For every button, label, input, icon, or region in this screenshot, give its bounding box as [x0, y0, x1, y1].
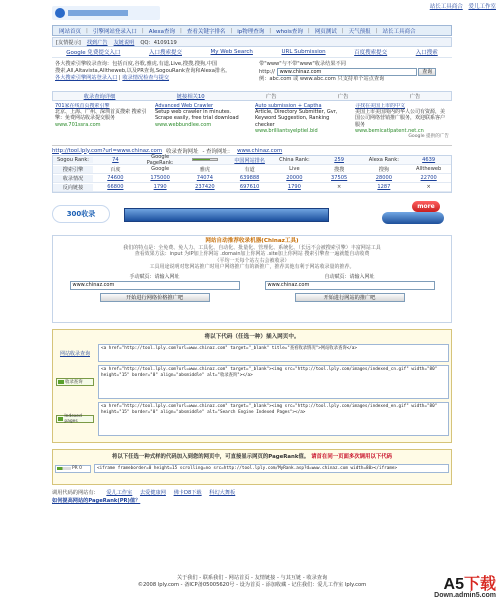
indexed-soso[interactable]: 37505 [331, 175, 348, 181]
ad-item[interactable] [52, 103, 152, 143]
ad-item[interactable] [152, 103, 252, 143]
alexa-rank-value[interactable]: 4639 [422, 157, 436, 163]
search-hint: 带"www"与不带"www"收录结果不同 [259, 61, 346, 67]
nav-page-test[interactable]: 网页测试 [314, 28, 337, 35]
nav-engine-entry[interactable]: 引擎网站登录入口 [92, 28, 137, 35]
code-style-link[interactable]: 网站收录查询 [59, 350, 90, 357]
backlinks-row [53, 183, 451, 192]
engine-sogou-icon: 搜狗 [378, 166, 389, 173]
backlinks-youdao[interactable]: 697610 [239, 184, 260, 190]
engine-google-icon: Google [151, 166, 170, 172]
sogou-rank-label: Sogou Rank: [53, 157, 93, 163]
indexed-sogou[interactable]: 28000 [375, 175, 392, 181]
watermark-logo [434, 571, 496, 594]
engine-link-baidu[interactable]: 百度搜索提交 [354, 50, 388, 56]
pagerank-bar [183, 157, 228, 163]
ad-body: Setup web crawler in minutes. Scrape easily, free trial download [155, 109, 239, 122]
tab-ad-3[interactable]: 广告 [409, 94, 421, 100]
sogou-rank-value[interactable]: 74 [112, 157, 119, 163]
url-prefix: http:// [259, 69, 275, 75]
indexed-youdao[interactable]: 639888 [239, 175, 260, 181]
auto-label: 自动赋页：请输入网址 [324, 273, 375, 280]
backlinks-google[interactable]: 1790 [153, 184, 167, 190]
row-label-engines: 搜索引擎 [53, 166, 93, 173]
backlinks-alltheweb: × [426, 184, 431, 190]
manual-label: 手动赋页：请输入网址 [129, 273, 180, 280]
embed-code-title: 将以下代码（任选一种）插入网页中。 [204, 334, 300, 340]
tool-desc-2: 查看效果方法：input 为IP加上你网站 .domain加上你网站 .site加上你网站 搜索引擎查一遍就能自动收费 [134, 251, 370, 257]
a5-watermark [434, 571, 496, 599]
result-url-link[interactable]: http://tool.lply.com?url=www.chinaz.com [52, 147, 163, 154]
top-link-1[interactable]: 站长工具商合 [429, 4, 463, 10]
promo-banner[interactable] [52, 197, 452, 231]
info-qq: QQ：4109119 [140, 39, 177, 46]
code-textarea-1[interactable]: <a href="http://tool.lply.com?url=www.chinaz.com" target="_blank" title="查看收录情况">网站收录查询</a> [98, 344, 449, 362]
backlinks-sogou[interactable]: 1287 [377, 184, 391, 190]
result-tabs [52, 91, 452, 101]
nav-tools[interactable]: 站长工具商合 [382, 28, 416, 35]
ad-title[interactable]: Auto submission + Captha [255, 103, 322, 109]
calls-label: 调用代码的网站有： [52, 490, 99, 496]
engine-links [52, 47, 452, 58]
engine-link-google[interactable]: Google 免费提交入口 [66, 50, 121, 56]
search-desc-line1: 各大搜索引擎收录查询：包括百度,谷歌,雅虎,有道,Live,搜搜,搜狗,中国 [55, 61, 218, 67]
info-ads[interactable]: 找到广告 [86, 39, 108, 46]
pagerank-badge-text: PR 0 [72, 466, 82, 471]
engine-baidu-icon: 百度 [110, 166, 121, 173]
indexed-live[interactable]: 20000 [286, 175, 303, 181]
engine-link-url-submission[interactable]: URL Submission [281, 49, 326, 55]
watermark-red: 下载 [463, 576, 496, 593]
url-line [52, 146, 452, 155]
info-links[interactable]: 友链说明 [113, 39, 135, 46]
ad-url[interactable]: www.bemicatlpatent.net.cn [355, 127, 424, 134]
ad-title[interactable]: 寻找在美国上市的中文 [355, 103, 406, 109]
footer-links[interactable]: 关于我们 - 联系我们 - 网站首页 - 友情链接 - 与其互链 - 收录查询 [176, 575, 328, 581]
search-description: 各大搜索引擎收录查询：包括百度,谷歌,雅虎,有道,Live,搜搜,搜狗,中国 搜索,All,Altavista,Alltheweb,以及PR查询,SogouRank查询和Alexa排名。 各大搜索引擎网站登录入口 | 收录情况检查与提交 [55, 61, 255, 88]
backlinks-baidu[interactable]: 66800 [107, 184, 124, 190]
url-line-sep2: - 查询网址： [202, 148, 234, 155]
engine-youdao-icon: 有道 [244, 166, 255, 173]
queried-domain[interactable]: www.chinaz.com [237, 147, 283, 154]
ad-url[interactable]: www.brilliantsyelptiel.bid [255, 127, 318, 134]
info-tip: [友情提示] [56, 39, 81, 46]
backlinks-soso: × [336, 184, 342, 190]
main-content [52, 37, 452, 505]
nav-keyword-rank[interactable]: 查看关键字排名 [186, 28, 226, 35]
nav-whois[interactable]: whois查询 [276, 28, 303, 35]
banner-bar[interactable] [124, 208, 329, 222]
ad-title[interactable]: Advanced Web Crawler [155, 103, 213, 109]
alexa-rank-label: Alexa Rank: [368, 157, 399, 163]
banner-button[interactable] [382, 212, 444, 224]
tool-title: 网站自动推荐收录机器(Chinaz工具) [205, 238, 299, 244]
indexed-row [53, 174, 451, 183]
main-nav: 网站首页 | 引擎网站登录入口 | Alexa查询 | 查看关键字排名 | ip物理查询 | whois查询 | 网页测试 | 天气预报 | 站长工具商合 [52, 25, 452, 36]
manual-url-input[interactable]: www.chinaz.com [70, 281, 240, 290]
indexed-baidu[interactable]: 74600 [107, 175, 124, 181]
search-area [52, 58, 452, 91]
ad-body: Article, Directory Submitter, Gvr, Keyword Suggestion, Ranking checker [255, 109, 338, 128]
search-form [259, 61, 449, 88]
nav-alexa[interactable]: Alexa查询 [148, 28, 175, 35]
pagerank-title-warning: 请首在同一页面多次调用以下代码 [311, 454, 393, 460]
nav-ip[interactable]: ip物理查询 [237, 28, 265, 35]
calls-site-1[interactable]: 爱儿工作室 [106, 490, 133, 496]
pagerank-label: Google PageRank: [146, 154, 174, 166]
sites-using-code [52, 489, 452, 505]
backlinks-live[interactable]: 1790 [287, 184, 301, 190]
indexed-google[interactable]: 175000 [150, 175, 170, 181]
footer [52, 575, 452, 589]
pagerank-code-box [52, 449, 452, 485]
ad-item[interactable] [352, 103, 452, 143]
row-label-indexed: 收录情况 [53, 175, 93, 182]
watermark-main: A5 [443, 576, 464, 593]
manual-promote-button[interactable]: 开始进行网络价格推广吧 [100, 293, 210, 302]
code-textarea-3[interactable]: <a href="http://tool.lply.com?url=www.chinaz.com" target="_blank"><img src="http://tool.lply.com/images/indexed_en.gif" width="80" height="15" border="0" align="absmiddle" alt="Search Engine Indexed Pages"></a> [98, 402, 449, 436]
nav-home[interactable]: 网站首页 [59, 28, 82, 35]
engine-link-mywebsearch[interactable]: My Web Search [210, 49, 253, 55]
pagerank-badge [55, 465, 91, 473]
ad-provider[interactable]: Google 提供的广告 [408, 134, 449, 140]
row-label-backlinks: 反向链接 [53, 184, 93, 191]
engine-soso-icon: 搜搜 [334, 166, 345, 173]
ad-url[interactable]: www.webbundlee.com [155, 121, 212, 128]
search-desc-line2: 搜索,All,Altavista,Alltheweb,以及PR查询,SogouRank查询和Alexa排名。 [55, 68, 231, 74]
info-bar [52, 37, 452, 47]
tab-related-links[interactable]: 链接相关10 [176, 94, 205, 100]
engine-link-entry-search[interactable]: 入口搜索 [415, 50, 438, 56]
china-site-rank-link[interactable]: 中国网站排名 [234, 157, 265, 164]
indexed-alltheweb[interactable]: 22700 [420, 175, 437, 181]
calls-site-2[interactable]: 去爱健康网 [139, 490, 166, 496]
code-textarea-2[interactable]: <a href="http://tool.lply.com?url=www.chinaz.com" target="_blank"><img src="http://tool.lply.com/images/indexed_cn.gif" width="80" height="15" border="0" align="absmiddle" alt="收录查询"></a> [98, 365, 449, 399]
query-button[interactable]: 查询 [418, 68, 436, 76]
pagerank-title-text: 将以下任选一种式样的代码加入到您的网页中，可直接显示网页的PageRank值。 [111, 454, 310, 460]
domain-input[interactable]: www.chinaz.com [277, 68, 417, 76]
engine-link-entry[interactable]: 入口搜索提交 [148, 50, 182, 56]
tab-ad-1[interactable]: 广告 [265, 94, 277, 100]
indexed-yahoo[interactable]: 74074 [196, 175, 213, 181]
tab-index-detail[interactable]: 收录查询详细 [83, 94, 116, 100]
tool-desc-3: （平均一天每个站左右会被收录） [214, 257, 290, 264]
footer-copyright: ©2008 lply.com - 备ICP备05005620号 - 设为首页 - 添加收藏 - 记住我们：爱儿工作室 lply.com [137, 582, 367, 588]
china-rank-label: China Rank: [279, 157, 310, 163]
watermark-url: Down.admin5.com [434, 592, 496, 599]
top-links [426, 2, 496, 10]
ad-body: 北京、上海、广州、深圳首页搜索 搜索引擎：免费网站收录提交服务 [55, 109, 147, 122]
more-button[interactable]: more [412, 201, 440, 212]
engine-live-icon: Live [289, 166, 300, 172]
indexed-cn-badge[interactable] [56, 378, 94, 386]
nav-weather[interactable]: 天气预报 [348, 28, 371, 35]
ad-title[interactable]: 701家在线首页搜索引擎 [55, 103, 110, 109]
top-link-2[interactable]: 爱儿工作室 [468, 4, 496, 10]
tab-ad-2[interactable]: 广告 [337, 94, 349, 100]
auto-url-input[interactable]: www.chinaz.com [265, 281, 435, 290]
engine-entry-link[interactable]: 各大搜索引擎网站登录入口 [55, 75, 118, 81]
stats-table [52, 155, 452, 193]
ad-url[interactable]: www.701ssra.com [55, 121, 101, 128]
site-logo[interactable] [52, 4, 162, 22]
engine-yahoo-icon: 雅虎 [199, 166, 210, 173]
tool-desc-4: 工具用途说明对您网站推广时用户网络推广有的新推广，推荐其他有利于网站收录量的推荐。 [149, 264, 355, 270]
engine-alltheweb-icon: Alltheweb [416, 166, 442, 172]
embed-code-box [52, 329, 452, 443]
url-line-sep1: 收录查询网址 [166, 148, 199, 155]
auto-promote-button[interactable]: 开始进行网站的推广吧 [295, 293, 405, 302]
pagerank-code-input[interactable]: <iframe frameborder=0 height=15 scrolling=no src=http://tool.lply.com/MyRank.asp?d=www.chinaz.com width=80></iframe> [94, 464, 449, 473]
backlinks-yahoo[interactable]: 237420 [195, 184, 215, 190]
search-example: 例：abc.com 或 www.abc.com 只支持单个站点查询 [259, 76, 385, 82]
ad-body: 美国上市美国境内的华人公司有资源，美国公司网络营销推广服务，欢迎联系客户服务 [355, 109, 446, 128]
calls-site-3[interactable]: 佛卡D8下载 [173, 490, 202, 496]
calls-site-4[interactable]: 科幻大舞板 [209, 490, 236, 496]
auto-recommend-tool [52, 235, 452, 323]
pagerank-box-title [55, 452, 449, 460]
pagerank-help-link[interactable]: 如何提高网站的PageRank(PR)值？ [52, 498, 141, 504]
china-rank-value[interactable]: 259 [334, 157, 344, 163]
rank-row [53, 156, 451, 165]
index-check-link[interactable]: 收录情况检查与提交 [122, 75, 170, 81]
google-ads [52, 101, 452, 146]
engines-row [53, 165, 451, 174]
badge-en-label: Indexed pages [64, 414, 82, 424]
ad-item[interactable] [252, 103, 352, 143]
tool-desc-1: 我们的特点是：全免费、免人力、工具化、自动化、批量化、管理化、系统化、（长远不会被搜索引擎）丰富网站工具 [123, 244, 381, 251]
indexed-en-badge[interactable] [56, 415, 94, 423]
badge-cn-label: 收录查询 [65, 380, 83, 385]
banner-logo[interactable]: 300收录 [52, 205, 110, 223]
